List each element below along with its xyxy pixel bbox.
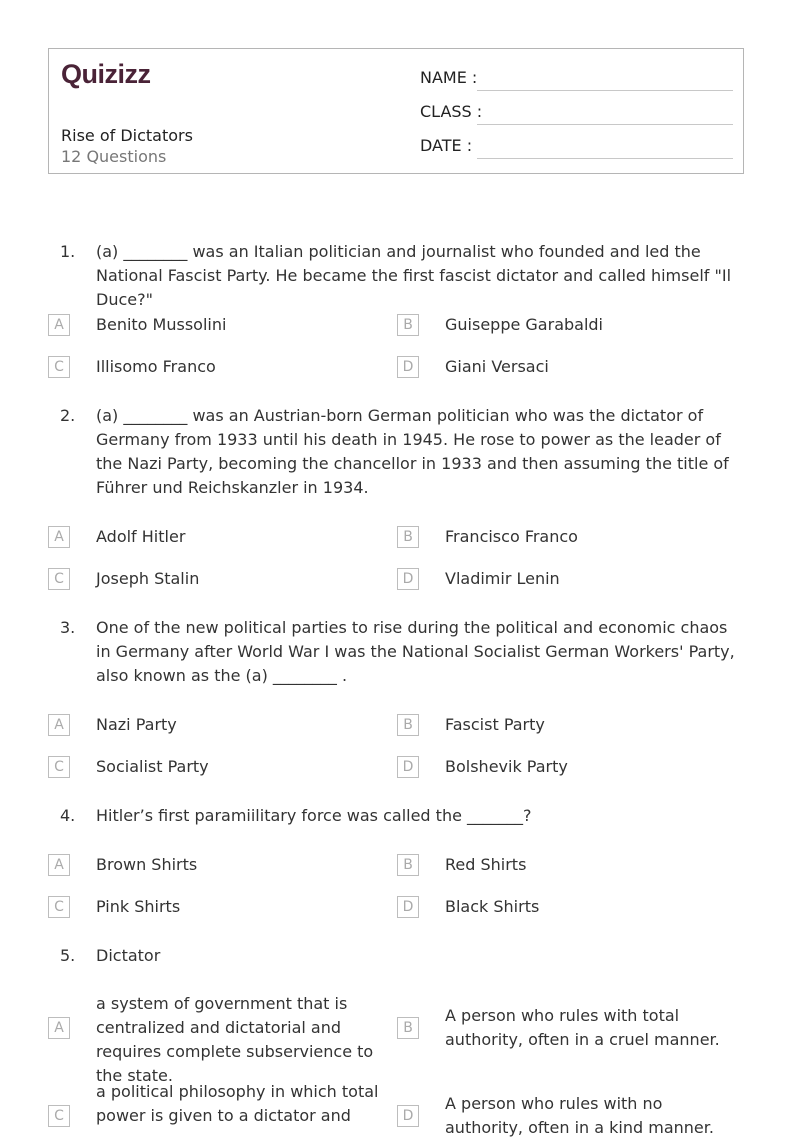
option-c-text: Joseph Stalin: [96, 569, 200, 588]
option-d-text: Vladimir Lenin: [445, 569, 560, 588]
option-d-text: Black Shirts: [445, 897, 540, 916]
option-d-box[interactable]: D: [397, 896, 419, 918]
option-c-box[interactable]: C: [48, 568, 70, 590]
option-a-text: Brown Shirts: [96, 855, 198, 874]
option-a-box[interactable]: A: [48, 854, 70, 876]
date-field[interactable]: [477, 158, 733, 159]
class-label: CLASS :: [420, 102, 483, 121]
option-c-text: Pink Shirts: [96, 897, 181, 916]
option-b-text: Guiseppe Garabaldi: [445, 315, 603, 334]
question-text: Hitler’s first paramiilitary force was called the _______?: [96, 806, 532, 825]
name-field[interactable]: [477, 90, 733, 91]
option-d-text: Giani Versaci: [445, 357, 549, 376]
option-a-box[interactable]: A: [48, 1017, 70, 1039]
option-b-box[interactable]: B: [397, 854, 419, 876]
option-b-box[interactable]: B: [397, 526, 419, 548]
question-text: One of the new political parties to rise during the political and economic chaos in Germany after World War I was the National Socialist German Workers' Party, also known as the (a) ________ .: [96, 618, 735, 685]
quizizz-logo: Quizizz: [61, 59, 151, 89]
question-number: 4.: [60, 806, 76, 825]
option-b-box[interactable]: B: [397, 314, 419, 336]
option-c-text: a political philosophy in which total power is given to a dictator and: [96, 1082, 379, 1125]
date-label: DATE :: [420, 136, 473, 155]
option-a-text: Adolf Hitler: [96, 527, 186, 546]
option-c-box[interactable]: C: [48, 356, 70, 378]
option-c-box[interactable]: C: [48, 1105, 70, 1127]
question-number: 1.: [60, 242, 76, 261]
question-text: (a) ________ was an Austrian-born German politician who was the dictator of Germany from 1933 until his death in 1945. He rose to power as the leader of the Nazi Party, becoming the chancellor in 1933 and then assuming the title of Führer und Reichskanzler in 1934.: [96, 406, 729, 497]
option-c-box[interactable]: C: [48, 896, 70, 918]
option-a-text: a system of government that is centralized and dictatorial and requires complete subservience to the state.: [96, 994, 374, 1085]
option-b-text: Francisco Franco: [445, 527, 578, 546]
option-a-box[interactable]: A: [48, 714, 70, 736]
option-d-box[interactable]: D: [397, 568, 419, 590]
option-b-text: A person who rules with total authority, often in a cruel manner.: [445, 1006, 720, 1049]
option-b-text: Red Shirts: [445, 855, 527, 874]
option-d-box[interactable]: D: [397, 756, 419, 778]
question-text: Dictator: [96, 946, 161, 965]
question-number: 5.: [60, 946, 76, 965]
question-number: 2.: [60, 406, 76, 425]
name-label: NAME :: [420, 68, 478, 87]
question-count: 12 Questions: [61, 147, 167, 166]
option-d-text: A person who rules with no authority, often in a kind manner.: [445, 1094, 714, 1137]
option-b-box[interactable]: B: [397, 1017, 419, 1039]
option-c-text: Socialist Party: [96, 757, 209, 776]
worksheet-title: Rise of Dictators: [61, 126, 193, 145]
worksheet-header: [48, 48, 744, 174]
question-text: (a) ________ was an Italian politician and journalist who founded and led the National Fascist Party. He became the first fascist dictator and called himself "Il Duce?": [96, 242, 732, 309]
question-number: 3.: [60, 618, 76, 637]
option-a-box[interactable]: A: [48, 314, 70, 336]
option-c-text: Illisomo Franco: [96, 357, 216, 376]
option-a-box[interactable]: A: [48, 526, 70, 548]
class-field[interactable]: [477, 124, 733, 125]
option-b-text: Fascist Party: [445, 715, 545, 734]
option-b-box[interactable]: B: [397, 714, 419, 736]
option-d-text: Bolshevik Party: [445, 757, 568, 776]
option-d-box[interactable]: D: [397, 356, 419, 378]
option-a-text: Benito Mussolini: [96, 315, 227, 334]
option-c-box[interactable]: C: [48, 756, 70, 778]
option-a-text: Nazi Party: [96, 715, 177, 734]
option-d-box[interactable]: D: [397, 1105, 419, 1127]
